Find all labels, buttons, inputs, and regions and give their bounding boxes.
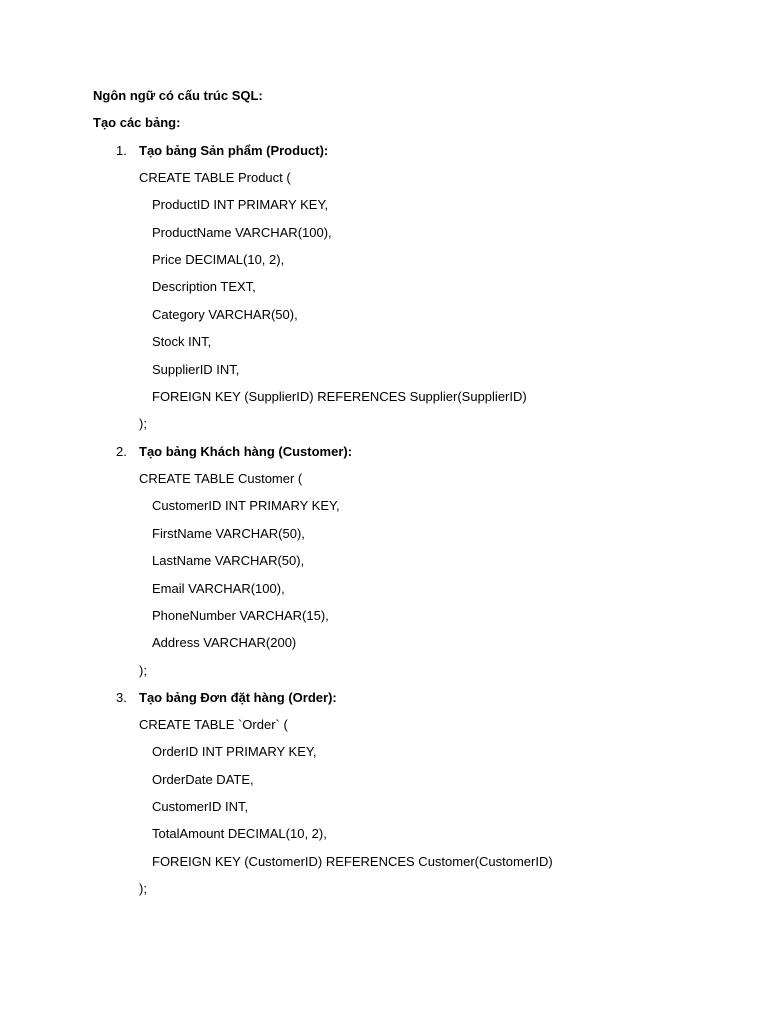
doc-title: Ngôn ngữ có cấu trúc SQL: xyxy=(93,88,263,103)
create-statement: CREATE TABLE Product ( xyxy=(139,170,291,185)
field-line: Description TEXT, xyxy=(152,279,256,294)
field-line: OrderID INT PRIMARY KEY, xyxy=(152,744,317,759)
field-line: SupplierID INT, xyxy=(152,362,240,377)
field-line: ProductName VARCHAR(100), xyxy=(152,225,332,240)
create-statement: CREATE TABLE `Order` ( xyxy=(139,717,288,732)
section-heading: Tạo bảng Khách hàng (Customer): xyxy=(139,444,353,459)
field-line: FOREIGN KEY (SupplierID) REFERENCES Supplier(SupplierID) xyxy=(152,389,527,404)
field-line: LastName VARCHAR(50), xyxy=(152,553,305,568)
field-line: ProductID INT PRIMARY KEY, xyxy=(152,197,329,212)
section-heading: Tạo bảng Đơn đặt hàng (Order): xyxy=(139,690,337,705)
close-statement: ); xyxy=(139,881,147,896)
close-statement: ); xyxy=(139,416,147,431)
field-line: CustomerID INT PRIMARY KEY, xyxy=(152,498,340,513)
field-line: OrderDate DATE, xyxy=(152,772,254,787)
field-line: Email VARCHAR(100), xyxy=(152,581,285,596)
field-line: FirstName VARCHAR(50), xyxy=(152,526,305,541)
field-line: FOREIGN KEY (CustomerID) REFERENCES Customer(CustomerID) xyxy=(152,854,553,869)
field-line: Price DECIMAL(10, 2), xyxy=(152,252,285,267)
section-number: 1. xyxy=(116,143,127,158)
field-line: CustomerID INT, xyxy=(152,799,249,814)
section-number: 2. xyxy=(116,444,127,459)
field-line: Category VARCHAR(50), xyxy=(152,307,298,322)
section-heading: Tạo bảng Sản phẩm (Product): xyxy=(139,143,329,158)
section-number: 3. xyxy=(116,690,127,705)
field-line: Address VARCHAR(200) xyxy=(152,635,297,650)
field-line: PhoneNumber VARCHAR(15), xyxy=(152,608,329,623)
close-statement: ); xyxy=(139,663,147,678)
create-statement: CREATE TABLE Customer ( xyxy=(139,471,303,486)
doc-subtitle: Tạo các bảng: xyxy=(93,115,181,130)
field-line: Stock INT, xyxy=(152,334,212,349)
field-line: TotalAmount DECIMAL(10, 2), xyxy=(152,826,327,841)
